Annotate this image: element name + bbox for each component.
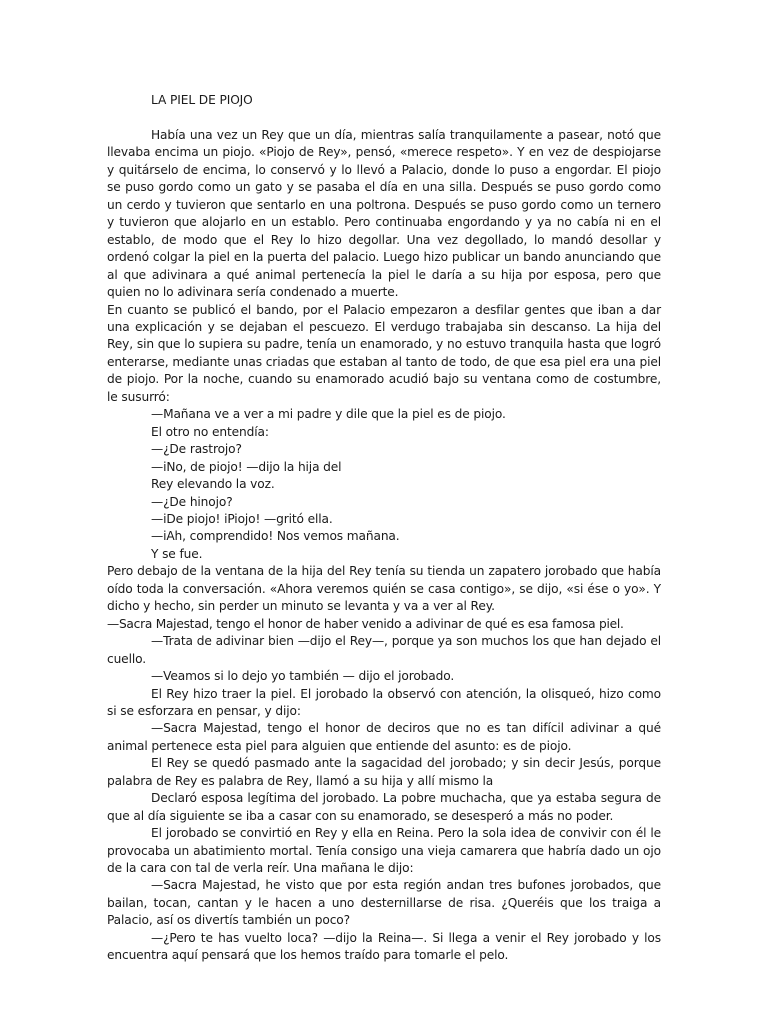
paragraph: Había una vez un Rey que un día, mientras salía tranquilamente a pasear, notó que llevaba encima un piojo. «Piojo de Rey», pensó, «merece respeto». Y en vez de despiojarse y quitárselo de encima, lo conservó y lo llevó a Palacio, donde lo puso a engordar. El piojo se puso gordo como un gato y se pasaba el día en una silla. Después se puso gordo como un cerdo y tuvieron que sentarlo en una poltrona. Después se puso gordo como un ternero y tuvieron que alojarlo en un establo. Pero continuaba engordando y ya no cabía ni en el establo, de modo que el Rey lo hizo degollar. Una vez degollado, lo mandó desollar y ordenó colgar la piel en la puerta del palacio. Luego hizo publicar un bando anunciando que al que adivinara a qué animal pertenecía la piel le daría a su hija por esposa, pero que quien no lo adivinara sería condenado a muerte. [107,128,661,300]
paragraph: El Rey se quedó pasmado ante la sagacidad del jorobado; y sin decir Jesús, porque palabra de Rey es palabra de Rey, llamó a su hija y allí mismo la [107,756,661,788]
dialogue-line: —Mañana ve a ver a mi padre y dile que la piel es de piojo. [151,407,506,422]
dialogue-line: —Sacra Majestad, tengo el honor de haber venido a adivinar de qué es esa famosa piel. [107,616,624,631]
paragraph: El Rey hizo traer la piel. El jorobado la observó con atención, la olisqueó, hizo como si se esforzara en pensar, y dijo: [107,686,661,718]
paragraph: El jorobado se convirtió en Rey y ella en Reina. Pero la sola idea de convivir con él le provocaba un abatimiento mortal. Tenía consigo una vieja camarera que habría dado un ojo de la cara con tal de verla reír. Una mañana le dijo: [107,826,661,876]
dialogue-line: —¿De hinojo? [151,494,233,509]
story-body [107,127,661,965]
dialogue-line: El otro no entendía: [151,424,269,439]
dialogue-line: —iNo, de piojo! —dijo la hija del [151,459,342,474]
dialogue-line: —Sacra Majestad, he visto que por esta región andan tres bufones jorobados, que bailan, tocan, cantan y le hacen a uno desternillarse de risa. ¿Queréis que los traiga a Palacio, así os divertís también un poco? [107,878,661,928]
page-title: LA PIEL DE PIOJO [151,93,253,107]
dialogue-line: Y se fue. [151,546,203,561]
dialogue-line: —¿De rastrojo? [151,442,242,457]
dialogue-line: —Trata de adivinar bien —dijo el Rey—, porque ya son muchos los que han dejado el cuello. [107,634,661,666]
dialogue-line: Rey elevando la voz. [151,477,275,492]
dialogue-line: —Veamos si lo dejo yo también — dijo el jorobado. [151,669,455,684]
dialogue-line: —iAh, comprendido! Nos vemos mañana. [151,529,400,544]
dialogue-line: —Sacra Majestad, tengo el honor de deciros que no es tan difícil adivinar a qué animal pertenece esta piel para alguien que entiende del asunto: es de piojo. [107,721,661,753]
dialogue-line: —¿Pero te has vuelto loca? —dijo la Reina—. Si llega a venir el Rey jorobado y los encuentra aquí pensará que los hemos traído para tomarle el pelo. [107,930,661,963]
paragraph: Declaró esposa legítima del jorobado. La pobre muchacha, que ya estaba segura de que al día siguiente se iba a casar con su enamorado, se desesperó a más no poder. [107,791,661,823]
paragraph: En cuanto se publicó el bando, por el Palacio empezaron a desfilar gentes que iban a dar una explicación y se dejaban el pescuezo. El verdugo trabajaba sin descanso. La hija del Rey, sin que lo supiera su padre, tenía un enamorado, y no estuvo tranquila hasta que logró enterarse, mediante unas criadas que estaban al tanto de todo, de que esa piel era una piel de piojo. Por la noche, cuando su enamorado acudió bajo su ventana como de costumbre, le susurró: [107,302,661,404]
dialogue-line: —iDe piojo! iPiojo! —gritó ella. [151,511,333,526]
paragraph: Pero debajo de la ventana de la hija del Rey tenía su tienda un zapatero jorobado que había oído toda la conversación. «Ahora veremos quién se casa contigo», se dijo, «si ése o yo». Y dicho y hecho, sin perder un minuto se levanta y va a ver al Rey. [107,564,661,614]
